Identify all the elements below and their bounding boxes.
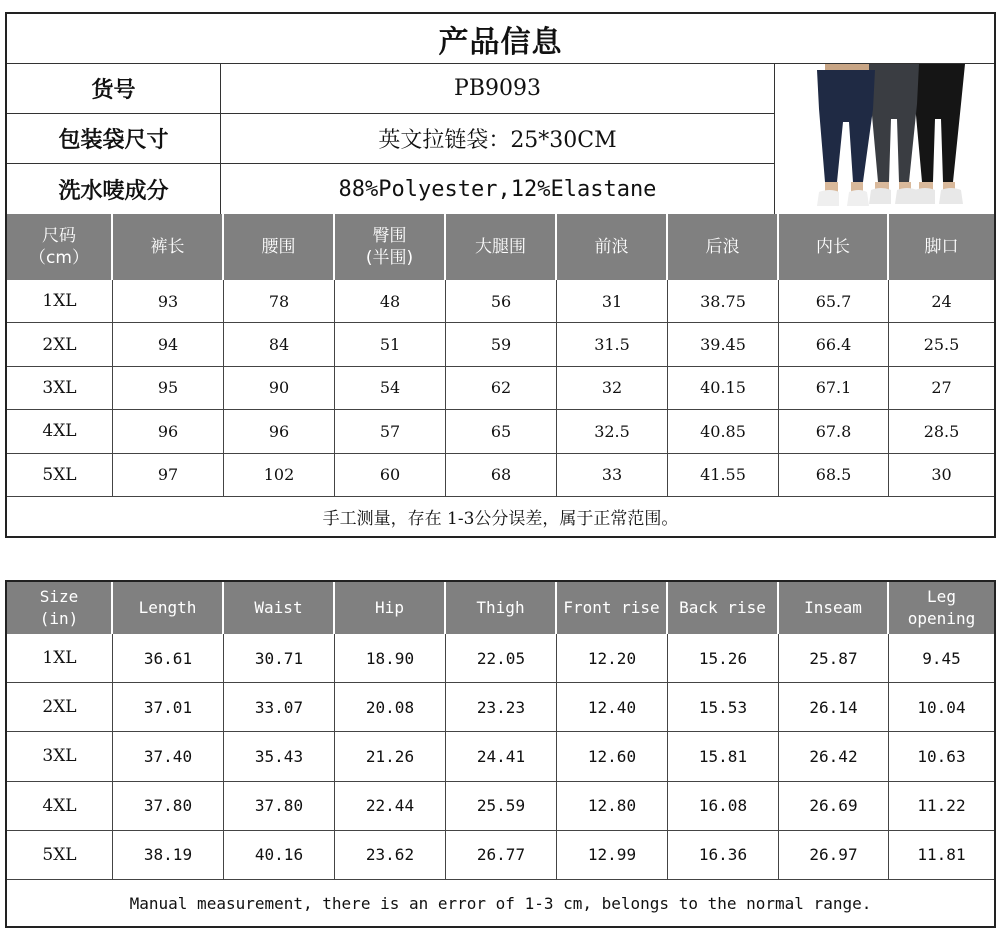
- cn-cell-size: 5XL: [7, 454, 113, 497]
- cn-header-hip: 臀围 (半围): [335, 214, 446, 280]
- cn-cell-back-rise: 40.85: [668, 410, 779, 453]
- navy-leggings: [817, 64, 875, 206]
- cn-cell-front-rise: 33: [557, 454, 668, 497]
- cn-cell-waist: 84: [224, 323, 335, 366]
- en-header-back-rise: Back rise: [668, 582, 779, 634]
- en-cell-inseam: 26.14: [779, 683, 889, 732]
- en-cell-hip: 22.44: [335, 782, 446, 831]
- chinese-spec-table: [5, 12, 996, 538]
- en-cell-thigh: 26.77: [446, 831, 557, 880]
- cn-cell-leg-opening: 30: [889, 454, 994, 497]
- item-number-value: PB9093: [221, 64, 775, 114]
- cn-cell-inseam: 68.5: [779, 454, 889, 497]
- en-cell-length: 37.01: [113, 683, 224, 732]
- cn-cell-length: 95: [113, 367, 224, 410]
- cn-cell-thigh: 68: [446, 454, 557, 497]
- cn-cell-length: 96: [113, 410, 224, 453]
- leggings-illustration: [775, 64, 994, 214]
- cn-header-waist: 腰围: [224, 214, 335, 280]
- en-cell-size: 5XL: [7, 831, 113, 880]
- en-cell-thigh: 25.59: [446, 782, 557, 831]
- en-cell-length: 36.61: [113, 634, 224, 683]
- en-cell-leg-opening: 11.22: [889, 782, 994, 831]
- en-cell-leg-opening: 11.81: [889, 831, 994, 880]
- cn-cell-front-rise: 32: [557, 367, 668, 410]
- en-header-inseam: Inseam: [779, 582, 889, 634]
- cn-cell-leg-opening: 28.5: [889, 410, 994, 453]
- cn-cell-size: 2XL: [7, 323, 113, 366]
- en-cell-front-rise: 12.60: [557, 732, 668, 781]
- cn-cell-back-rise: 39.45: [668, 323, 779, 366]
- en-cell-size: 3XL: [7, 732, 113, 781]
- en-header-thigh: Thigh: [446, 582, 557, 634]
- en-cell-back-rise: 16.08: [668, 782, 779, 831]
- en-cell-front-rise: 12.40: [557, 683, 668, 732]
- en-cell-thigh: 24.41: [446, 732, 557, 781]
- product-info-title: 产品信息: [7, 14, 994, 64]
- cn-cell-thigh: 65: [446, 410, 557, 453]
- cn-header-back-rise: 后浪: [668, 214, 779, 280]
- en-cell-leg-opening: 10.04: [889, 683, 994, 732]
- en-cell-front-rise: 12.20: [557, 634, 668, 683]
- en-cell-hip: 18.90: [335, 634, 446, 683]
- cn-header-size: 尺码 （cm）: [7, 214, 113, 280]
- en-cell-waist: 33.07: [224, 683, 335, 732]
- en-header-hip: Hip: [335, 582, 446, 634]
- cn-cell-inseam: 67.8: [779, 410, 889, 453]
- cn-cell-hip: 48: [335, 280, 446, 323]
- bag-size-value: 英文拉链袋：25*30CM: [221, 114, 775, 164]
- cn-cell-thigh: 59: [446, 323, 557, 366]
- composition-value: 88%Polyester,12%Elastane: [221, 164, 775, 214]
- en-header-front-rise: Front rise: [557, 582, 668, 634]
- en-cell-size: 1XL: [7, 634, 113, 683]
- cn-cell-hip: 60: [335, 454, 446, 497]
- en-cell-inseam: 26.42: [779, 732, 889, 781]
- en-cell-waist: 40.16: [224, 831, 335, 880]
- cn-cell-leg-opening: 24: [889, 280, 994, 323]
- cn-cell-hip: 54: [335, 367, 446, 410]
- cn-header-leg-opening: 脚口: [889, 214, 994, 280]
- item-number-label: 货号: [7, 64, 221, 114]
- en-header-leg-opening: Leg opening: [889, 582, 994, 634]
- cn-cell-front-rise: 32.5: [557, 410, 668, 453]
- measurement-note-en: Manual measurement, there is an error of 1-3 cm, belongs to the normal range.: [129, 893, 872, 913]
- cn-header-inseam: 内长: [779, 214, 889, 280]
- cn-cell-leg-opening: 27: [889, 367, 994, 410]
- en-cell-inseam: 26.97: [779, 831, 889, 880]
- en-cell-leg-opening: 9.45: [889, 634, 994, 683]
- gray-leggings: [867, 64, 919, 204]
- en-cell-size: 2XL: [7, 683, 113, 732]
- en-cell-back-rise: 15.53: [668, 683, 779, 732]
- en-cell-size: 4XL: [7, 782, 113, 831]
- en-cell-front-rise: 12.80: [557, 782, 668, 831]
- cn-cell-waist: 90: [224, 367, 335, 410]
- cn-cell-back-rise: 40.15: [668, 367, 779, 410]
- cn-header-front-rise: 前浪: [557, 214, 668, 280]
- en-header-waist: Waist: [224, 582, 335, 634]
- black-leggings: [913, 64, 965, 204]
- english-spec-table: [5, 580, 996, 928]
- cn-cell-leg-opening: 25.5: [889, 323, 994, 366]
- en-cell-waist: 35.43: [224, 732, 335, 781]
- en-cell-hip: 21.26: [335, 732, 446, 781]
- cn-cell-inseam: 65.7: [779, 280, 889, 323]
- cn-cell-thigh: 56: [446, 280, 557, 323]
- en-cell-inseam: 26.69: [779, 782, 889, 831]
- en-cell-back-rise: 16.36: [668, 831, 779, 880]
- en-cell-length: 37.40: [113, 732, 224, 781]
- en-cell-hip: 20.08: [335, 683, 446, 732]
- cn-cell-length: 93: [113, 280, 224, 323]
- en-cell-back-rise: 15.81: [668, 732, 779, 781]
- cn-cell-inseam: 67.1: [779, 367, 889, 410]
- en-cell-thigh: 23.23: [446, 683, 557, 732]
- cn-cell-front-rise: 31: [557, 280, 668, 323]
- en-cell-waist: 30.71: [224, 634, 335, 683]
- cn-cell-size: 3XL: [7, 367, 113, 410]
- composition-label: 洗水唛成分: [7, 164, 221, 214]
- en-cell-length: 38.19: [113, 831, 224, 880]
- cn-cell-waist: 102: [224, 454, 335, 497]
- en-cell-leg-opening: 10.63: [889, 732, 994, 781]
- cn-cell-size: 4XL: [7, 410, 113, 453]
- en-cell-inseam: 25.87: [779, 634, 889, 683]
- cn-cell-waist: 78: [224, 280, 335, 323]
- measurement-note-cn: 手工测量，存在 1-3公分误差，属于正常范围。: [322, 509, 679, 529]
- cn-cell-waist: 96: [224, 410, 335, 453]
- cn-cell-length: 94: [113, 323, 224, 366]
- cn-cell-back-rise: 38.75: [668, 280, 779, 323]
- cn-cell-hip: 57: [335, 410, 446, 453]
- cn-cell-hip: 51: [335, 323, 446, 366]
- cn-cell-thigh: 62: [446, 367, 557, 410]
- cn-header-length: 裤长: [113, 214, 224, 280]
- en-header-length: Length: [113, 582, 224, 634]
- en-cell-length: 37.80: [113, 782, 224, 831]
- cn-cell-size: 1XL: [7, 280, 113, 323]
- cn-cell-length: 97: [113, 454, 224, 497]
- cn-cell-front-rise: 31.5: [557, 323, 668, 366]
- en-header-size: Size (in): [7, 582, 113, 634]
- en-cell-hip: 23.62: [335, 831, 446, 880]
- en-cell-waist: 37.80: [224, 782, 335, 831]
- cn-cell-back-rise: 41.55: [668, 454, 779, 497]
- cn-cell-inseam: 66.4: [779, 323, 889, 366]
- en-cell-front-rise: 12.99: [557, 831, 668, 880]
- cn-header-thigh: 大腿围: [446, 214, 557, 280]
- en-cell-back-rise: 15.26: [668, 634, 779, 683]
- bag-size-label: 包装袋尺寸: [7, 114, 221, 164]
- product-photo: [775, 64, 994, 215]
- en-cell-thigh: 22.05: [446, 634, 557, 683]
